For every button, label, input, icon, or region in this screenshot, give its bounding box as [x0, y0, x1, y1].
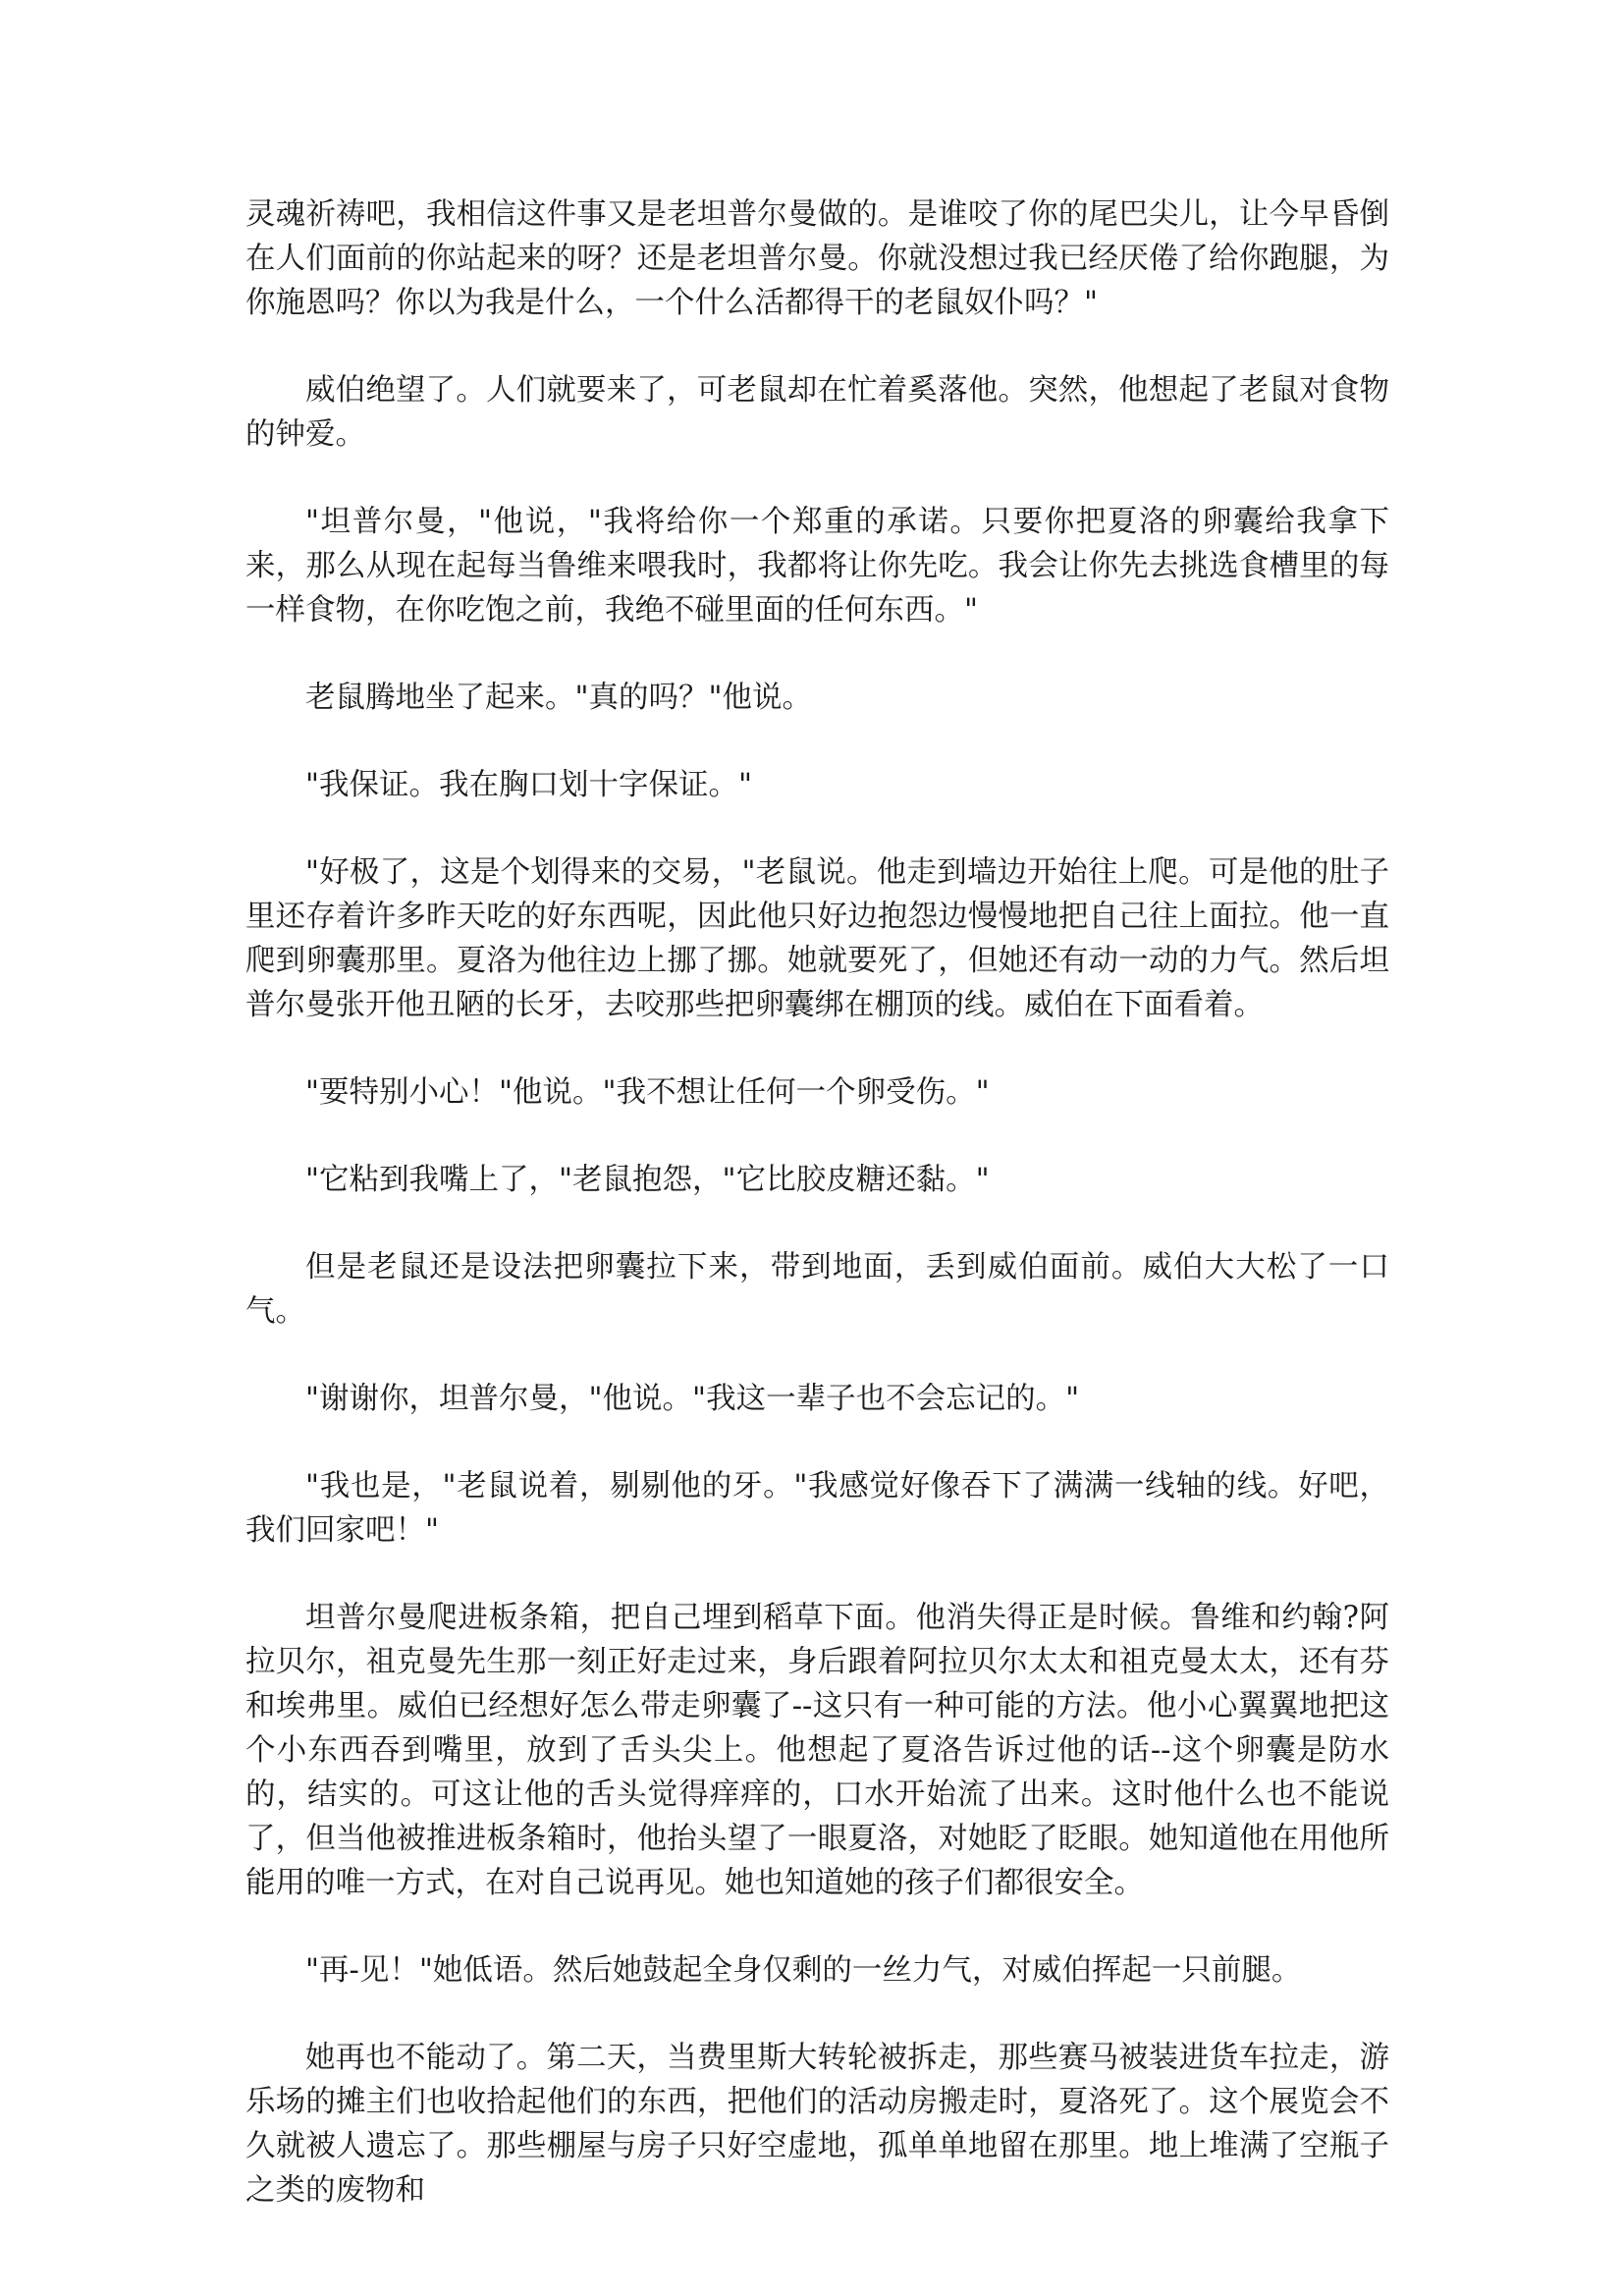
paragraph-11: "我也是，"老鼠说着，剔剔他的牙。"我感觉好像吞下了满满一线轴的线。好吧，我们回家吧！"	[245, 1469, 1389, 1548]
paragraph-2: 威伯绝望了。人们就要来了，可老鼠却在忙着奚落他。突然，他想起了老鼠对食物的钟爱。	[245, 373, 1389, 452]
paragraph-4: 老鼠腾地坐了起来。"真的吗？"他说。	[305, 681, 813, 715]
paragraph-7: "要特别小心！"他说。"我不想让任何一个卵受伤。"	[305, 1075, 990, 1110]
paragraph-3: "坦普尔曼，"他说，"我将给你一个郑重的承诺。只要你把夏洛的卵囊给我拿下来，那么从现在起每当鲁维来喂我时，我都将让你先吃。我会让你先去挑选食槽里的每一样食物，在你吃饱之前，我绝不碰里面的任何东西。"	[245, 505, 1389, 628]
paragraph-9: 但是老鼠还是设法把卵囊拉下来，带到地面，丢到威伯面前。威伯大大松了一口气。	[245, 1250, 1389, 1329]
paragraph-8: "它粘到我嘴上了，"老鼠抱怨，"它比胶皮糖还黏。"	[305, 1163, 990, 1197]
paragraph-6: "好极了，这是个划得来的交易，"老鼠说。他走到墙边开始往上爬。可是他的肚子里还存着许多昨天吃的好东西呢，因此他只好边抱怨边慢慢地把自己往上面拉。他一直爬到卵囊那里。夏洛为他往边上挪了挪。她就要死了，但她还有动一动的力气。然后坦普尔曼张开他丑陋的长牙，去咬那些把卵囊绑在棚顶的线。威伯在下面看着。	[245, 855, 1389, 1022]
paragraph-5: "我保证。我在胸口划十字保证。"	[305, 768, 753, 802]
paragraph-10: "谢谢你，坦普尔曼，"他说。"我这一辈子也不会忘记的。"	[305, 1382, 1080, 1416]
document-page	[245, 192, 1389, 2256]
paragraph-12: 坦普尔曼爬进板条箱，把自己埋到稻草下面。他消失得正是时候。鲁维和约翰?阿拉贝尔，祖克曼先生那一刻正好走过来，身后跟着阿拉贝尔太太和祖克曼太太，还有芬和埃弗里。威伯已经想好怎么带走卵囊了--这只有一种可能的方法。他小心翼翼地把这个小东西吞到嘴里，放到了舌头尖上。他想起了夏洛告诉过他的话--这个卵囊是防水的，结实的。可这让他的舌头觉得痒痒的，口水开始流了出来。这时他什么也不能说了，但当他被推进板条箱时，他抬头望了一眼夏洛，对她眨了眨眼。她知道他在用他所能用的唯一方式，在对自己说再见。她也知道她的孩子们都很安全。	[245, 1601, 1389, 1900]
paragraph-13: "再-见！"她低语。然后她鼓起全身仅剩的一丝力气，对威伯挥起一只前腿。	[305, 1953, 1302, 1988]
paragraph-1: 灵魂祈祷吧，我相信这件事又是老坦普尔曼做的。是谁咬了你的尾巴尖儿，让今早昏倒在人们面前的你站起来的呀？还是老坦普尔曼。你就没想过我已经厌倦了给你跑腿，为你施恩吗？你以为我是什么，一个什么活都得干的老鼠奴仆吗？"	[245, 197, 1389, 320]
paragraph-14: 她再也不能动了。第二天，当费里斯大转轮被拆走，那些赛马被装进货车拉走，游乐场的摊主们也收拾起他们的东西，把他们的活动房搬走时，夏洛死了。这个展览会不久就被人遗忘了。那些棚屋与房子只好空虚地，孤单单地留在那里。地上堆满了空瓶子之类的废物和	[245, 2041, 1389, 2208]
